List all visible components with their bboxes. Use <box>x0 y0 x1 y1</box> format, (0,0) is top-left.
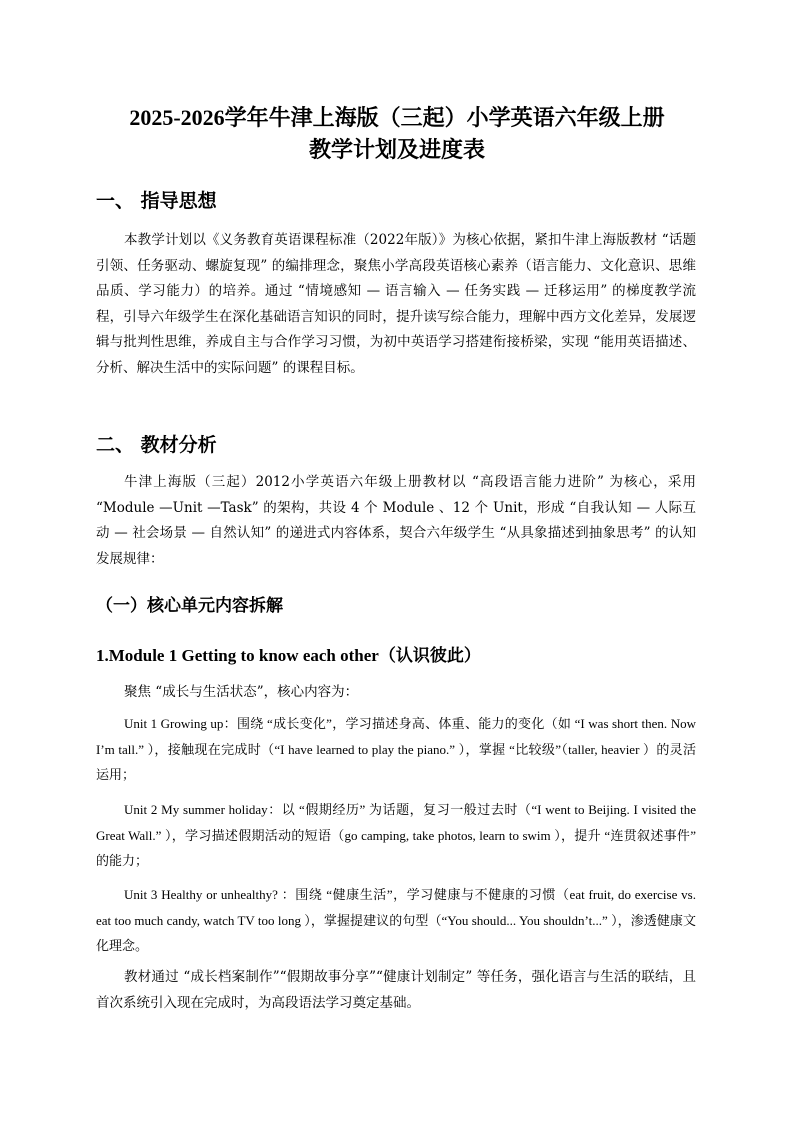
document-title-line-1: 2025-2026学年牛津上海版（三起）小学英语六年级上册 <box>129 105 665 130</box>
document-title-line-2: 教学计划及进度表 <box>308 137 485 162</box>
section-heading-textbook-analysis: 二、 教材分析 <box>96 434 217 456</box>
module-heading: 1.Module 1 Getting to know each other（认识彼此） <box>96 646 481 665</box>
unit-3-description: Unit 3 Healthy or unhealthy? ：围绕 “健康生活”，学习健康与不健康的习惯（eat fruit, do exercise vs. eat too much candy, watch TV too long ），掌握提建议的句型（“You should... You shouldn’t...” ），渗透健康文化理念。 <box>96 887 696 953</box>
section-heading-guiding-ideology: 一、 指导思想 <box>96 190 217 212</box>
module-summary-text: 教材通过 “成长档案制作”“假期故事分享”“健康计划制定” 等任务，强化语言与生活的联结，且首次系统引入现在完成时，为高段语法学习奠定基础。 <box>96 969 696 1011</box>
section-paragraph-guiding-ideology: 本教学计划以《义务教育英语课程标准（2022年版）》为核心依据，紧扣牛津上海版教材 “话题引领、任务驱动、螺旋复现” 的编排理念，聚焦小学高段英语核心素养（语言能力、文化意识、思维品质、学习能力）的培养。通过 “情境感知 — 语言输入 — 任务实践 — 迁移运用” 的梯度教学流程，引导六年级学生在深化基础语言知识的同时，提升读写综合能力，理解中西方文化差异，发展逻辑与批判性思维，养成自主与合作学习习惯，为初中英语学习搭建衔接桥梁，实现 “能用英语描述、分析、解决生活中的实际问题” 的课程目标。 <box>96 232 696 376</box>
unit-1-description: Unit 1 Growing up：围绕 “成长变化”，学习描述身高、体重、能力的变化（如 “I was short then. Now I’m tall.” ），接触现在完成时（“I have learned to play the piano.” ），掌握 “比较级”（taller, heavier ）的灵活运用； <box>96 716 696 782</box>
subsection-heading-core-units: （一）核心单元内容拆解 <box>96 596 283 616</box>
section-paragraph-textbook-analysis: 牛津上海版（三起）2012小学英语六年级上册教材以 “高段语言能力进阶” 为核心，采用 “Module —Unit —Task” 的架构，共设 4 个 Module 、12 个 Unit，形成 “自我认知 — 人际互动 — 社会场景 — 自然认知” 的递进式内容体系，契合六年级学生 “从具象描述到抽象思考” 的认知发展规律： <box>96 474 696 567</box>
unit-2-description: Unit 2 My summer holiday：以 “假期经历” 为话题，复习一般过去时（“I went to Beijing. I visited the Great Wall.” ），学习描述假期活动的短语（go camping, take photos, learn to swim ），提升 “连贯叙述事件” 的能力； <box>96 802 696 868</box>
module-focus-text: 聚焦 “成长与生活状态”，核心内容为： <box>124 684 359 700</box>
